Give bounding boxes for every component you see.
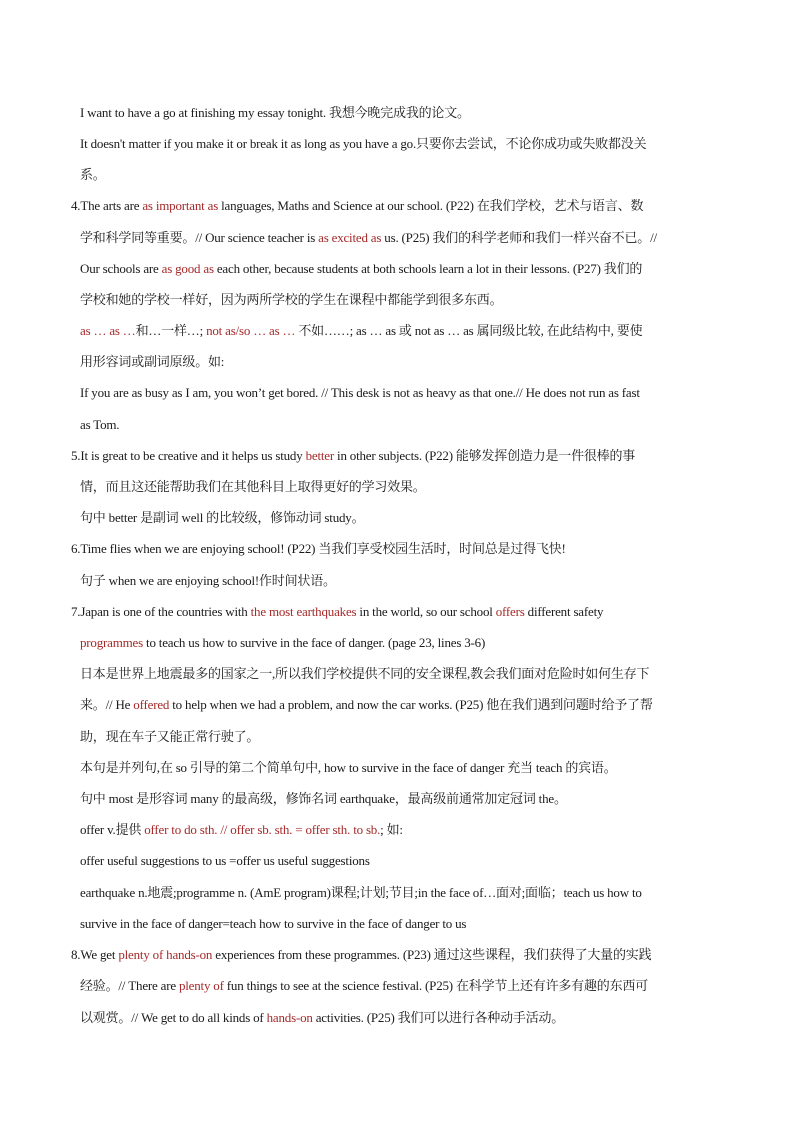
text-line bbox=[71, 945, 651, 965]
text-segment: 情，而且这还能帮助我们在其他科目上取得更好的学习效果。 bbox=[80, 479, 426, 494]
text-line bbox=[80, 103, 470, 123]
text-segment: different safety bbox=[524, 604, 604, 619]
text-line bbox=[80, 1008, 564, 1028]
text-line bbox=[80, 321, 642, 341]
text-segment: to help when we had a problem, and now the car works. (P25) 他在我们遇到问题时给予了帮 bbox=[169, 697, 653, 712]
text-segment: each other, because students at both schools learn a lot in their lessons. (P27) 我们的 bbox=[213, 261, 643, 276]
highlighted-phrase: offers bbox=[495, 604, 525, 619]
text-segment: 日本是世界上地震最多的国家之一,所以我们学校提供不同的安全课程,教会我们面对危险时如何生存下 bbox=[80, 666, 650, 681]
text-segment: earthquake n.地震;programme n. (AmE program)课程;计划;节目;in the face of…面对;面临；teach us how to bbox=[80, 885, 642, 900]
text-line bbox=[80, 727, 259, 747]
text-segment: 学和科学同等重要。// Our science teacher is bbox=[80, 230, 319, 245]
text-segment: 系。 bbox=[80, 167, 106, 182]
text-segment: fun things to see at the science festival. (P25) 在科学节上还有许多有趣的东西可 bbox=[223, 978, 648, 993]
text-segment: as Tom. bbox=[80, 417, 120, 432]
text-segment: us. (P25) 我们的科学老师和我们一样兴奋不已。// bbox=[381, 230, 657, 245]
text-segment: in the world, so our school bbox=[356, 604, 496, 619]
text-segment: 助，现在车子又能正常行驶了。 bbox=[80, 729, 260, 744]
text-segment: survive in the face of danger=teach how to survive in the face of danger to us bbox=[80, 916, 467, 931]
text-segment: 4.The arts are bbox=[71, 198, 143, 213]
text-line bbox=[80, 820, 403, 840]
text-segment: 以观赏。// We get to do all kinds of bbox=[80, 1010, 267, 1025]
text-line bbox=[80, 508, 364, 528]
text-line bbox=[80, 976, 648, 996]
highlighted-phrase: as excited as bbox=[318, 230, 382, 245]
text-segment: 8.We get bbox=[71, 947, 119, 962]
text-line bbox=[71, 602, 603, 622]
text-segment: I want to have a go at finishing my essay tonight. 我想今晚完成我的论文。 bbox=[80, 105, 470, 120]
highlighted-phrase: the most earthquakes bbox=[250, 604, 357, 619]
text-segment: Our schools are bbox=[80, 261, 162, 276]
text-line bbox=[80, 165, 106, 185]
text-segment: 和…一样…; bbox=[135, 323, 207, 338]
text-line bbox=[71, 446, 635, 466]
highlighted-phrase: plenty of bbox=[178, 978, 224, 993]
text-segment: 句子 when we are enjoying school!作时间状语。 bbox=[80, 573, 336, 588]
text-segment: 来。// He bbox=[80, 697, 134, 712]
text-line bbox=[80, 758, 617, 778]
text-line bbox=[80, 695, 653, 715]
highlighted-phrase: better bbox=[305, 448, 334, 463]
text-line bbox=[80, 290, 502, 310]
text-line bbox=[80, 477, 426, 497]
highlighted-phrase: plenty of hands-on bbox=[118, 947, 213, 962]
text-segment: offer v.提供 bbox=[80, 822, 145, 837]
text-line bbox=[80, 851, 370, 871]
text-segment: It doesn't matter if you make it or break it as long as you have a go.只要你去尝试，不论你成功或失败都没关 bbox=[80, 136, 647, 151]
text-segment: experiences from these programmes. (P23) 通过这些课程，我们获得了大量的实践 bbox=[212, 947, 652, 962]
highlighted-phrase: as important as bbox=[142, 198, 219, 213]
highlighted-phrase: programmes bbox=[80, 635, 143, 650]
text-line bbox=[80, 883, 642, 903]
text-segment: 句中 better 是副词 well 的比较级，修饰动词 study。 bbox=[80, 510, 365, 525]
text-line bbox=[80, 571, 336, 591]
text-line bbox=[80, 383, 640, 403]
text-line bbox=[71, 196, 643, 216]
text-line bbox=[80, 789, 567, 809]
text-segment: languages, Maths and Science at our school. (P22) 在我们学校，艺术与语言、数 bbox=[218, 198, 644, 213]
text-segment: activities. (P25) 我们可以进行各种动手活动。 bbox=[312, 1010, 565, 1025]
text-segment: in other subjects. (P22) 能够发挥创造力是一件很棒的事 bbox=[333, 448, 636, 463]
text-segment: 用形容词或副词原级。如: bbox=[80, 354, 225, 369]
highlighted-phrase: offer to do sth. // offer sb. sth. = offer sth. to sb. bbox=[144, 822, 381, 837]
text-segment: offer useful suggestions to us =offer us useful suggestions bbox=[80, 853, 370, 868]
text-segment: 6.Time flies when we are enjoying school! (P22) 当我们享受校园生活时，时间总是过得飞快! bbox=[71, 541, 566, 556]
text-segment: If you are as busy as I am, you won’t get bored. // This desk is not as heavy as that one.// He does not run as fast bbox=[80, 385, 640, 400]
text-segment: 经验。// There are bbox=[80, 978, 179, 993]
text-line bbox=[71, 539, 566, 559]
text-segment: 5.It is great to be creative and it helps us study bbox=[71, 448, 306, 463]
text-segment: 学校和她的学校一样好，因为两所学校的学生在课程中都能学到很多东西。 bbox=[80, 292, 503, 307]
text-line bbox=[80, 633, 485, 653]
text-line bbox=[80, 914, 466, 934]
text-segment: ; 如: bbox=[380, 822, 403, 837]
text-line bbox=[80, 352, 224, 372]
text-segment: 本句是并列句,在 so 引导的第二个简单句中, how to survive in the face of danger 充当 teach 的宾语。 bbox=[80, 760, 617, 775]
highlighted-phrase: as … as … bbox=[80, 323, 136, 338]
text-line bbox=[80, 664, 649, 684]
text-segment: 7.Japan is one of the countries with bbox=[71, 604, 251, 619]
highlighted-phrase: as good as bbox=[161, 261, 214, 276]
text-line bbox=[80, 415, 119, 435]
text-segment: 句中 most 是形容词 many 的最高级，修饰名词 earthquake，最高级前通常加定冠词 the。 bbox=[80, 791, 567, 806]
text-line bbox=[80, 228, 657, 248]
highlighted-phrase: hands-on bbox=[266, 1010, 313, 1025]
highlighted-phrase: not as/so … as … bbox=[206, 323, 296, 338]
text-segment: to teach us how to survive in the face of danger. (page 23, lines 3-6) bbox=[142, 635, 486, 650]
text-segment: 不如……; as … as 或 not as … as 属同级比较, 在此结构中, 要使 bbox=[295, 323, 643, 338]
text-line bbox=[80, 134, 646, 154]
text-line bbox=[80, 259, 642, 279]
highlighted-phrase: offered bbox=[133, 697, 170, 712]
